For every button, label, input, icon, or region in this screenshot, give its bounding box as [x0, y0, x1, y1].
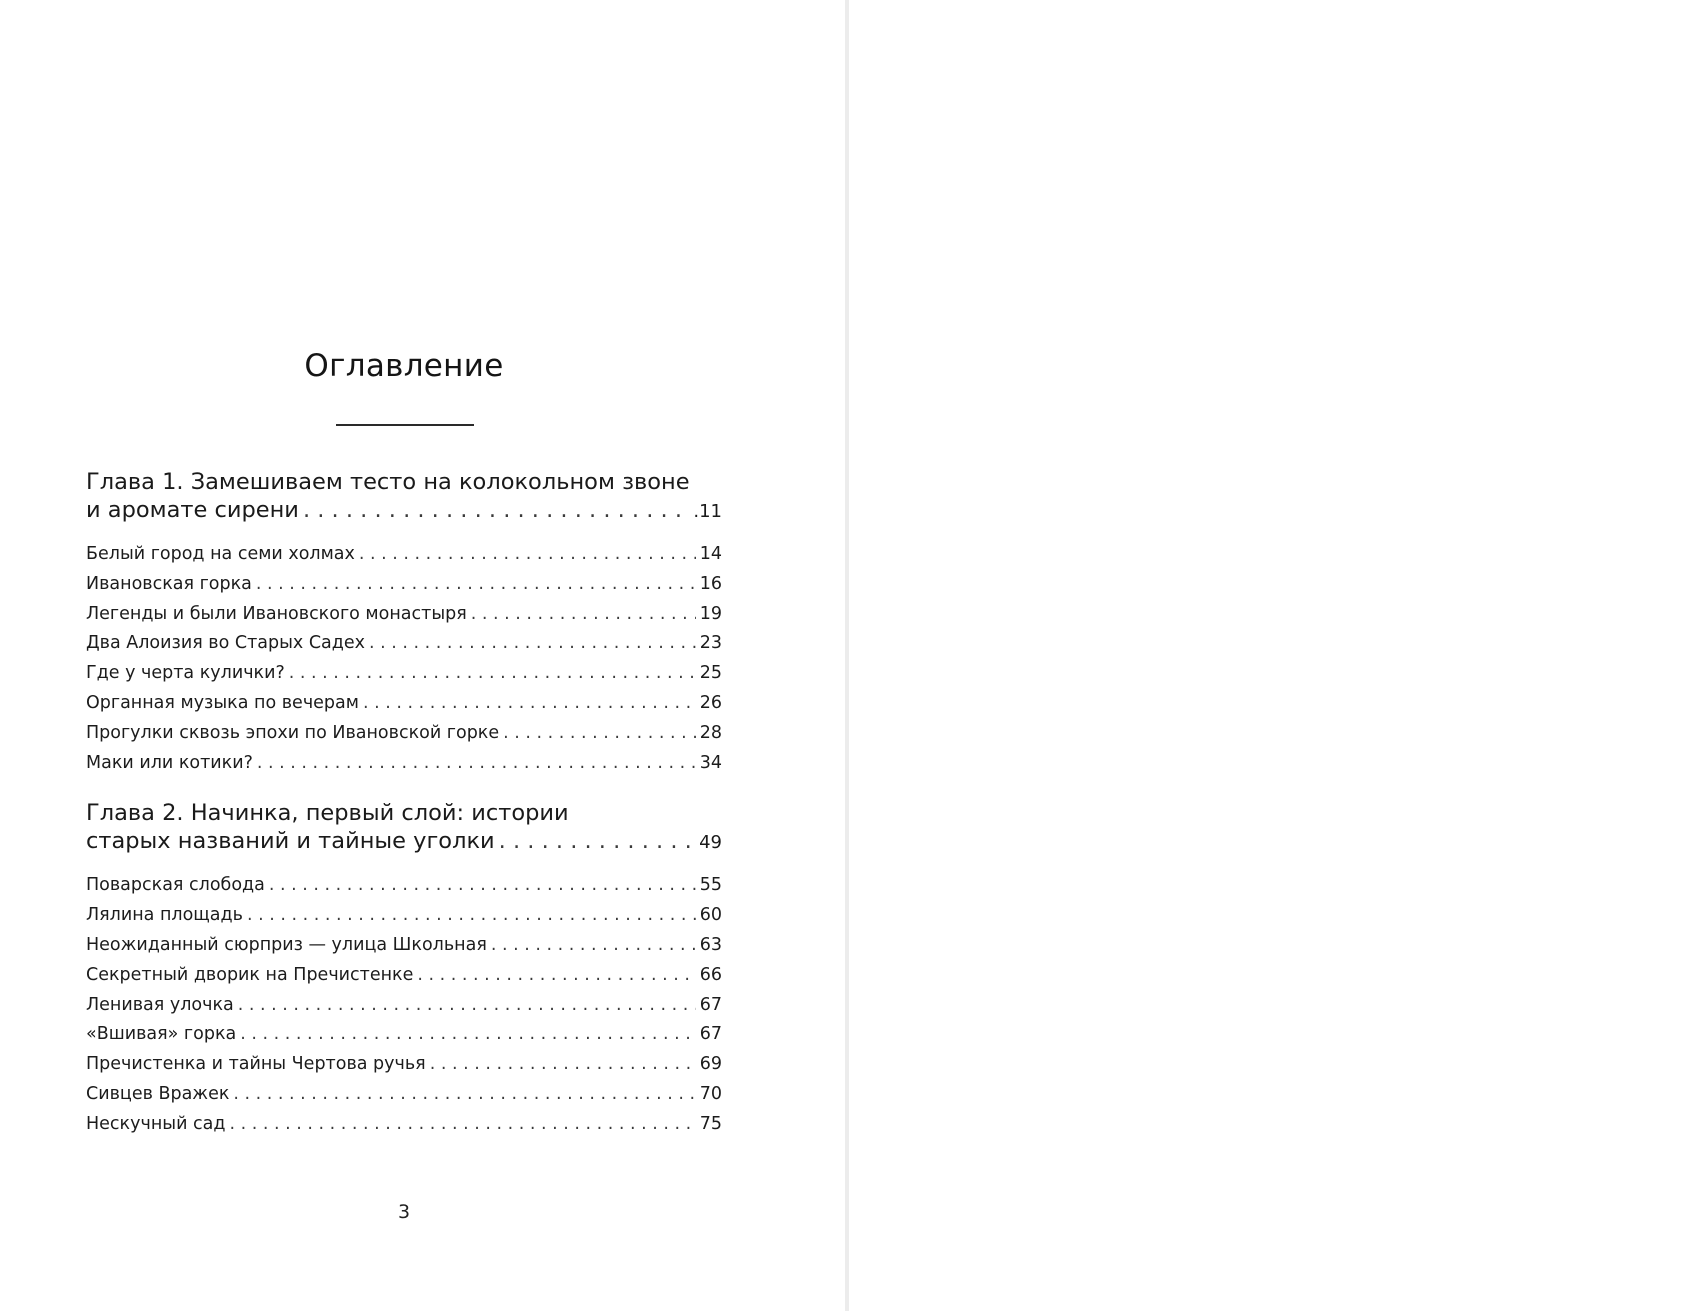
toc-entry: [86, 659, 722, 689]
toc-entry: [86, 901, 722, 931]
dot-leader: [240, 1020, 695, 1050]
right-page: [849, 0, 1694, 1311]
toc-entry-page: 66: [699, 964, 722, 985]
page-title: Оглавление: [304, 348, 504, 384]
toc-entry: [86, 1020, 722, 1050]
toc-entry-page: 69: [699, 1054, 722, 1075]
dot-leader: [491, 931, 696, 961]
dot-leader: [471, 600, 696, 630]
left-page: [0, 0, 845, 1311]
dot-leader: [363, 689, 696, 719]
toc-entry-title: Маки или котики?: [86, 752, 253, 773]
toc-entry: [86, 991, 722, 1021]
toc-entry: [86, 689, 722, 719]
dot-leader: [289, 659, 696, 689]
chapter-page: 49: [699, 832, 722, 854]
toc-entry-page: 14: [699, 544, 722, 564]
chapter-section: [86, 799, 722, 1139]
toc-entry-title: «Вшивая» горка: [86, 1024, 237, 1045]
toc-entry-page: 34: [699, 752, 722, 773]
chapter-entries: [86, 540, 722, 778]
toc-entry: [86, 871, 722, 901]
chapter-title-line1: Глава 2. Начинка, первый слой: истории: [86, 800, 569, 827]
toc-entry-page: 70: [699, 1083, 722, 1104]
page-number-left: 3: [398, 1201, 411, 1223]
toc-entry-page: 67: [699, 994, 722, 1015]
toc-entry-page: 28: [699, 722, 722, 743]
toc-entry: [86, 1080, 722, 1110]
chapter-title-last-line: [86, 827, 722, 857]
dot-leader: [247, 901, 696, 931]
chapter-title-line2: старых названий и тайные уголки: [86, 828, 495, 855]
toc-entry-title: Два Алоизия во Старых Садех: [86, 633, 366, 654]
toc-entry: [86, 570, 722, 600]
dot-leader: [417, 961, 695, 991]
toc-entry: [86, 1110, 722, 1140]
chapter-page: .11: [693, 501, 722, 522]
dot-leader: [233, 1080, 695, 1110]
dot-leader: [503, 719, 696, 749]
chapter-section: [86, 468, 722, 778]
toc-entry-title: Нескучный сад: [86, 1113, 226, 1134]
dot-leader: [369, 629, 696, 659]
title-underline: [336, 424, 474, 426]
toc-entry-page: 19: [699, 603, 722, 624]
dot-leader: [499, 827, 695, 855]
toc-entry-page: 75: [699, 1113, 722, 1134]
chapter-title-line2: и аромате сирени: [86, 497, 299, 523]
dot-leader: [256, 570, 696, 600]
chapter-title-line1: Глава 1. Замешиваем тесто на колокольном звоне: [86, 469, 690, 495]
toc-entry: [86, 719, 722, 749]
toc-column-left: [86, 468, 722, 1161]
toc-entry: [86, 931, 722, 961]
toc-entry: [86, 961, 722, 991]
toc-entry-page: 25: [699, 663, 722, 684]
toc-entry-title: Где у черта кулички?: [86, 663, 285, 684]
chapter-heading: [86, 799, 722, 857]
toc-entry-title: Сивцев Вражек: [86, 1083, 230, 1104]
chapter-heading: [86, 468, 722, 526]
toc-entry: [86, 1050, 722, 1080]
toc-entry: [86, 600, 722, 630]
toc-entry-title: Белый город на семи холмах: [86, 544, 355, 564]
toc-entry-title: Лялина площадь: [86, 905, 243, 926]
toc-entry-title: Секретный дворик на Пречистенке: [86, 964, 414, 985]
toc-entry-title: Прогулки сквозь эпохи по Ивановской горке: [86, 722, 500, 743]
toc-entry-page: 55: [699, 875, 722, 896]
toc-entry-title: Ленивая улочка: [86, 994, 234, 1015]
toc-entry-title: Поварская слобода: [86, 875, 265, 896]
chapter-title-last-line: [86, 496, 722, 526]
toc-entry-page: 67: [699, 1024, 722, 1045]
toc-entry-page: 16: [699, 573, 722, 594]
toc-entry-title: Легенды и были Ивановского монастыря: [86, 603, 467, 624]
toc-entry-title: Пречистенка и тайны Чертова ручья: [86, 1054, 426, 1075]
toc-entry: [86, 749, 722, 779]
dot-leader: [257, 749, 696, 779]
toc-entry-page: 26: [699, 692, 722, 713]
dot-leader: [303, 496, 689, 524]
dot-leader: [238, 991, 696, 1021]
toc-entry-page: 63: [699, 934, 722, 955]
dot-leader: [229, 1110, 695, 1140]
dot-leader: [269, 871, 696, 901]
toc-entry-title: Неожиданный сюрприз — улица Школьная: [86, 934, 487, 955]
toc-entry: [86, 629, 722, 659]
chapter-entries: [86, 871, 722, 1139]
toc-entry-title: Ивановская горка: [86, 573, 252, 594]
dot-leader: [430, 1050, 696, 1080]
toc-entry-page: 60: [699, 905, 722, 926]
toc-entry: [86, 540, 722, 570]
toc-entry-title: Органная музыка по вечерам: [86, 692, 359, 713]
toc-entry-page: 23: [699, 633, 722, 654]
dot-leader: [359, 540, 696, 570]
